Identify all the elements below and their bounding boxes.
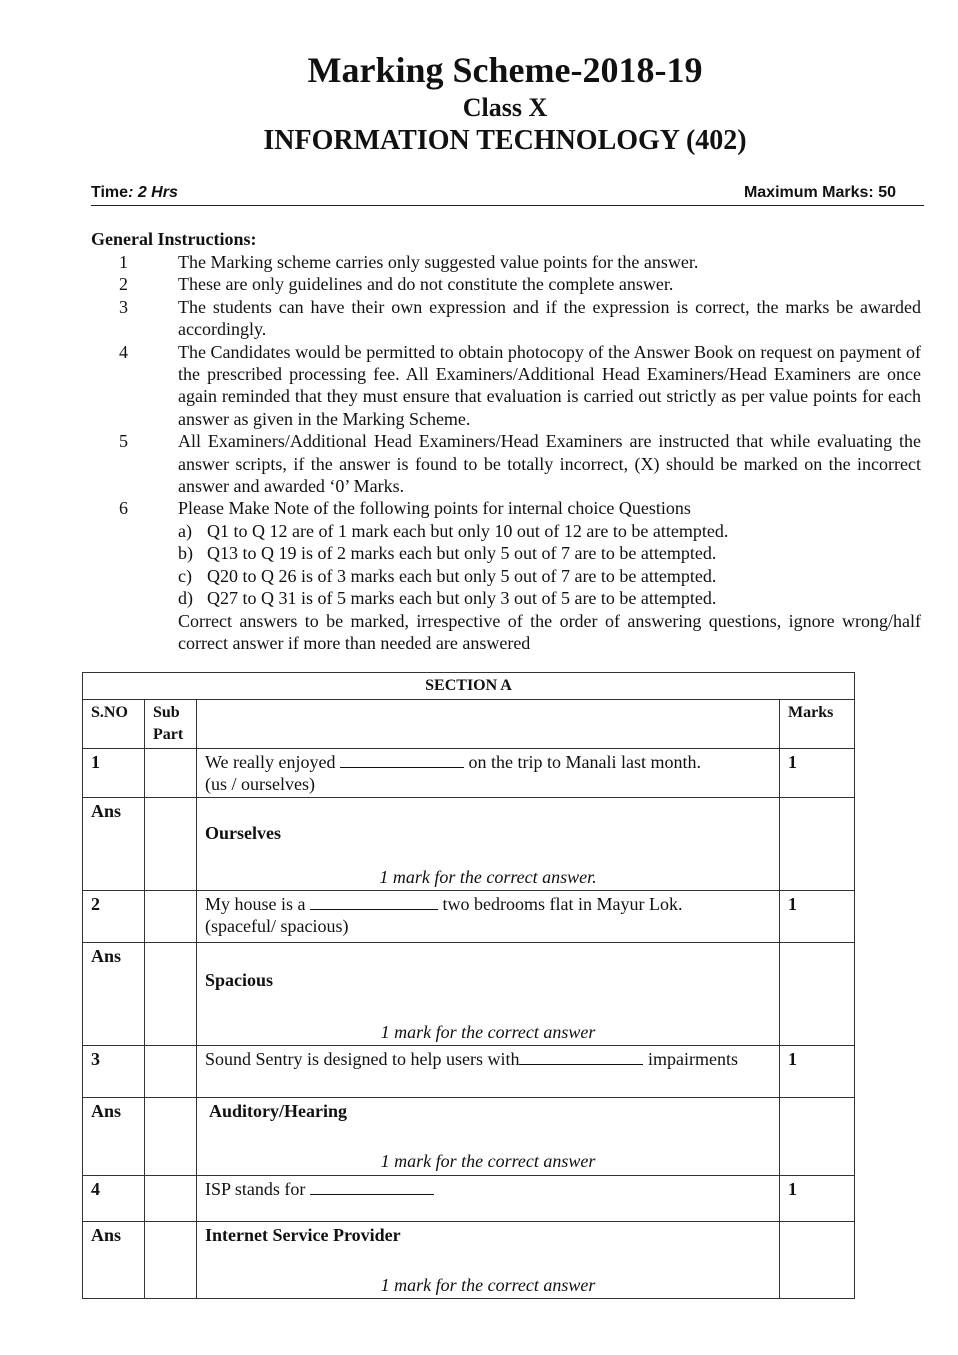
answer-text: Spacious <box>205 970 274 990</box>
instruction-note: Correct answers to be marked, irrespective of the order of answering questions, ignore wrong/half correct answer if more than needed are answered <box>178 610 921 653</box>
section-header-row <box>83 673 855 700</box>
question-marks: 1 <box>780 1046 855 1098</box>
sub-part-cell <box>145 749 197 798</box>
instruction-text: The Candidates would be permitted to obtain photocopy of the Answer Book on request on payment of the prescribed processing fee. All Examiners/Additional Head Examiners/Head Examiners are once again reminded that they must ensure that evaluation is carried out strictly as per value points for each answer as given in the Marking Scheme. <box>178 341 921 429</box>
maximum-marks: Maximum Marks: 50 <box>743 184 896 201</box>
instruction-number: 6 <box>119 498 128 519</box>
question-row <box>83 1176 855 1222</box>
subject-heading: INFORMATION TECHNOLOGY (402) <box>263 125 747 156</box>
answer-row <box>83 943 855 1046</box>
instruction-text: All Examiners/Additional Head Examiners/Head Examiners are instructed that while evaluating the answer scripts, if the answer is found to be totally incorrect, (X) should be marked on the incorrect answer and awarded ‘0’ Marks. <box>178 431 921 497</box>
instruction-text: The Marking scheme carries only suggested value points for the answer. <box>178 252 699 272</box>
sub-part-header: Sub Part <box>145 700 197 749</box>
instruction-number: 1 <box>119 252 128 272</box>
instruction-text: Please Make Note of the following points for internal choice Questions <box>178 498 691 519</box>
question-text-after: two bedrooms flat in Mayur Lok. <box>442 894 683 914</box>
time-allowed <box>91 184 178 202</box>
marking-note: 1 mark for the correct answer <box>380 1151 596 1171</box>
question-text-before: ISP stands for <box>205 1179 306 1199</box>
general-instructions-heading: General Instructions: <box>91 229 257 249</box>
section-title: SECTION A <box>83 673 855 700</box>
instruction-item <box>91 273 921 295</box>
question-text-before: Sound Sentry is designed to help users with <box>205 1049 520 1069</box>
question-text-after: on the trip to Manali last month. <box>468 752 701 772</box>
question-number: 4 <box>83 1176 145 1222</box>
time-value: : 2 Hrs <box>128 184 178 201</box>
instruction-item <box>91 251 921 273</box>
question-number: 1 <box>83 749 145 798</box>
sub-part-cell <box>145 1222 197 1299</box>
question-marks: 1 <box>780 1176 855 1222</box>
marking-scheme-table <box>82 672 855 1299</box>
instruction-text: The students can have their own expression and if the expression is correct, the marks be awarded accordingly. <box>178 296 921 340</box>
question-marks: 1 <box>780 749 855 798</box>
marks-cell <box>780 1098 855 1176</box>
marks-cell <box>780 1222 855 1299</box>
marking-note: 1 mark for the correct answer <box>380 1275 596 1295</box>
general-instructions-list <box>91 251 921 654</box>
sub-part-cell <box>145 1046 197 1098</box>
question-row <box>83 891 855 943</box>
instruction-item <box>91 296 921 341</box>
question-text-before: We really enjoyed <box>205 752 336 772</box>
question-row <box>83 749 855 798</box>
sub-part-cell <box>145 798 197 891</box>
answer-label: Ans <box>83 1098 145 1176</box>
question-number: 3 <box>83 1046 145 1098</box>
marks-header: Marks <box>780 700 855 749</box>
column-header-row <box>83 700 855 749</box>
answer-cell <box>197 943 780 1046</box>
marking-note: 1 mark for the correct answer. <box>379 867 597 887</box>
subitem-text: Q1 to Q 12 are of 1 mark each but only 10 out of 12 are to be attempted. <box>207 520 729 541</box>
marking-note: 1 mark for the correct answer <box>380 1022 596 1042</box>
answer-row <box>83 1098 855 1176</box>
subitem-letter: d) <box>178 588 193 609</box>
question-text-before: My house is a <box>205 894 306 914</box>
fill-blank <box>310 1180 434 1195</box>
sub-part-cell <box>145 1176 197 1222</box>
question-options: (us / ourselves) <box>205 774 315 794</box>
question-text <box>197 749 780 798</box>
instruction-text: These are only guidelines and do not constitute the complete answer. <box>178 274 674 295</box>
question-number: 2 <box>83 891 145 943</box>
answer-text: Ourselves <box>205 823 281 843</box>
question-text <box>197 1046 780 1098</box>
question-header <box>197 700 780 749</box>
answer-cell <box>197 798 780 891</box>
subitem-text: Q27 to Q 31 is of 5 marks each but only 3 out of 5 are to be attempted. <box>207 588 717 609</box>
sub-part-cell <box>145 891 197 943</box>
answer-row <box>83 1222 855 1299</box>
instruction-number: 4 <box>119 341 128 362</box>
subitem-letter: b) <box>178 543 193 564</box>
question-row <box>83 1046 855 1098</box>
fill-blank <box>519 1050 643 1065</box>
subitem-text: Q20 to Q 26 is of 3 marks each but only 5 out of 7 are to be attempted. <box>207 565 717 586</box>
sub-part-cell <box>145 943 197 1046</box>
question-marks: 1 <box>780 891 855 943</box>
instruction-item <box>91 341 921 431</box>
instruction-number: 2 <box>119 274 128 295</box>
marks-cell <box>780 798 855 891</box>
instruction-subitem <box>178 565 921 587</box>
question-text-after: impairments <box>647 1049 738 1069</box>
instruction-item <box>91 497 921 654</box>
question-text <box>197 891 780 943</box>
instruction-item <box>91 430 921 497</box>
subitem-text: Q13 to Q 19 is of 2 marks each but only 5 out of 7 are to be attempted. <box>207 543 717 564</box>
instruction-subitem <box>178 587 921 609</box>
class-heading: Class X <box>462 93 548 122</box>
answer-label: Ans <box>83 1222 145 1299</box>
question-text <box>197 1176 780 1222</box>
subitem-letter: c) <box>178 565 192 586</box>
sno-header: S.NO <box>83 700 145 749</box>
answer-row <box>83 798 855 891</box>
sub-part-cell <box>145 1098 197 1176</box>
fill-blank <box>340 753 464 768</box>
answer-cell <box>197 1098 780 1176</box>
page-title: Marking Scheme-2018-19 <box>307 50 703 90</box>
answer-text: Auditory/Hearing <box>209 1101 347 1121</box>
answer-text: Internet Service Provider <box>205 1225 401 1245</box>
marks-cell <box>780 943 855 1046</box>
exam-meta-row <box>91 183 924 206</box>
subitem-letter: a) <box>178 520 192 541</box>
instruction-number: 5 <box>119 431 128 452</box>
time-label: Time <box>91 184 129 201</box>
instruction-subitem <box>178 542 921 564</box>
instruction-number: 3 <box>119 296 128 317</box>
answer-label: Ans <box>83 798 145 891</box>
instruction-subitem <box>178 520 921 542</box>
question-options: (spaceful/ spacious) <box>205 916 349 936</box>
fill-blank <box>310 895 438 910</box>
answer-label: Ans <box>83 943 145 1046</box>
answer-cell <box>197 1222 780 1299</box>
